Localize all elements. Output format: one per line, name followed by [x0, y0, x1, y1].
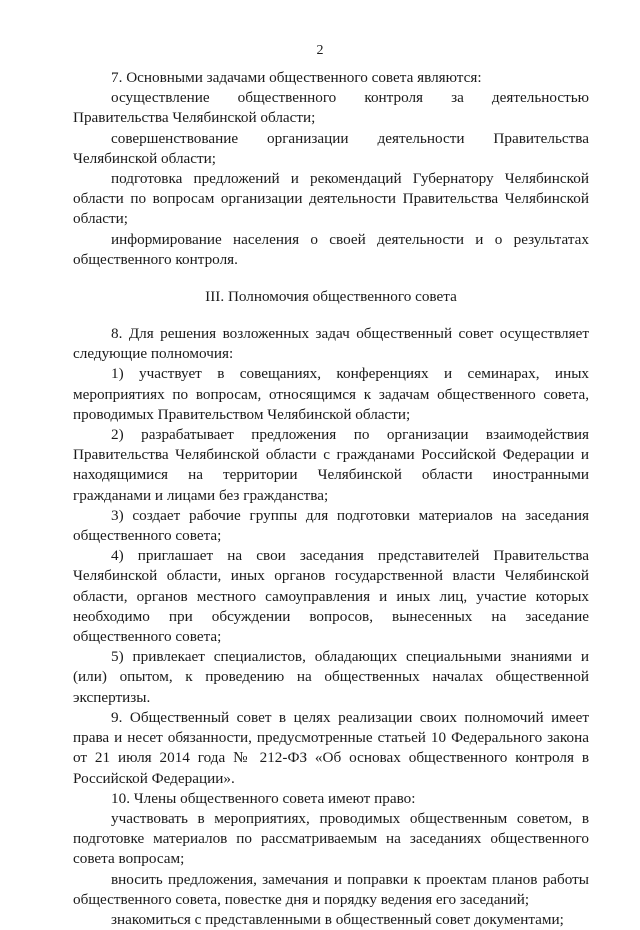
paragraph-10-intro: 10. Члены общественного совета имеют право:	[111, 789, 416, 807]
paragraph-7-intro: 7. Основными задачами общественного совета являются:	[111, 69, 482, 86]
document-body	[73, 68, 589, 930]
paragraph-7-item-1: осуществление общественного контроля за деятельностью Правительства Челябинской области;	[73, 89, 589, 127]
paragraph-10-item-1: участвовать в мероприятиях, проводимых общественным советом, в подготовке материалов по рассматриваемым на заседаниях общественного совета вопросам;	[73, 809, 589, 868]
paragraph-9: 9. Общественный совет в целях реализации своих полномочий имеет права и несет обязанности, предусмотренные статьей 10 Федерального закона от 21 июля 2014 года № 212-ФЗ «Об основах общественного контроля в Российской Федерации».	[73, 708, 589, 787]
section-3-heading: III. Полномочия общественного совета	[205, 288, 457, 306]
page-number: 2	[316, 43, 324, 58]
paragraph-8-item-1: 1) участвует в совещаниях, конференциях и семинарах, иных мероприятиях по вопросам, относящимся к задачам общественного совета, проводимых Правительством Челябинской области;	[73, 365, 589, 423]
paragraph-8-item-3: 3) создает рабочие группы для подготовки материалов на заседания общественного совета;	[73, 506, 589, 545]
paragraph-10-item-3: знакомиться с представленными в общественный совет документами;	[111, 910, 564, 928]
paragraph-10-item-2: вносить предложения, замечания и поправки к проектам планов работы общественного совета, повестке дня и порядку ведения его заседаний;	[73, 870, 589, 908]
paragraph-7-item-2: совершенствование организации деятельности Правительства Челябинской области;	[73, 129, 589, 167]
paragraph-8-item-4: 4) приглашает на свои заседания представителей Правительства Челябинской области, иных органов государственной власти Челябинской области, органов местного самоуправления и иных лиц, участие которых необходимо при обсуждении вопросов, вынесенных на заседание общественного совета;	[73, 547, 589, 646]
paragraph-7-item-4: информирование населения о своей деятельности и о результатах общественного контроля.	[73, 230, 589, 268]
paragraph-8-item-5: 5) привлекает специалистов, обладающих специальными знаниями и (или) опытом, к проведению на общественных началах общественной экспертизы.	[73, 648, 589, 706]
paragraph-8-intro: 8. Для решения возложенных задач общественный совет осуществляет следующие полномочия:	[73, 325, 589, 363]
paragraph-7-item-3: подготовка предложений и рекомендаций Губернатору Челябинской области по вопросам организации деятельности Правительства Челябинской области;	[73, 170, 589, 228]
paragraph-8-item-2: 2) разрабатывает предложения по организации взаимодействия Правительства Челябинской области с гражданами Российской Федерации и находящимися на территории Челябинской области иностранными гражданами и лицами без гражданства;	[73, 426, 589, 504]
